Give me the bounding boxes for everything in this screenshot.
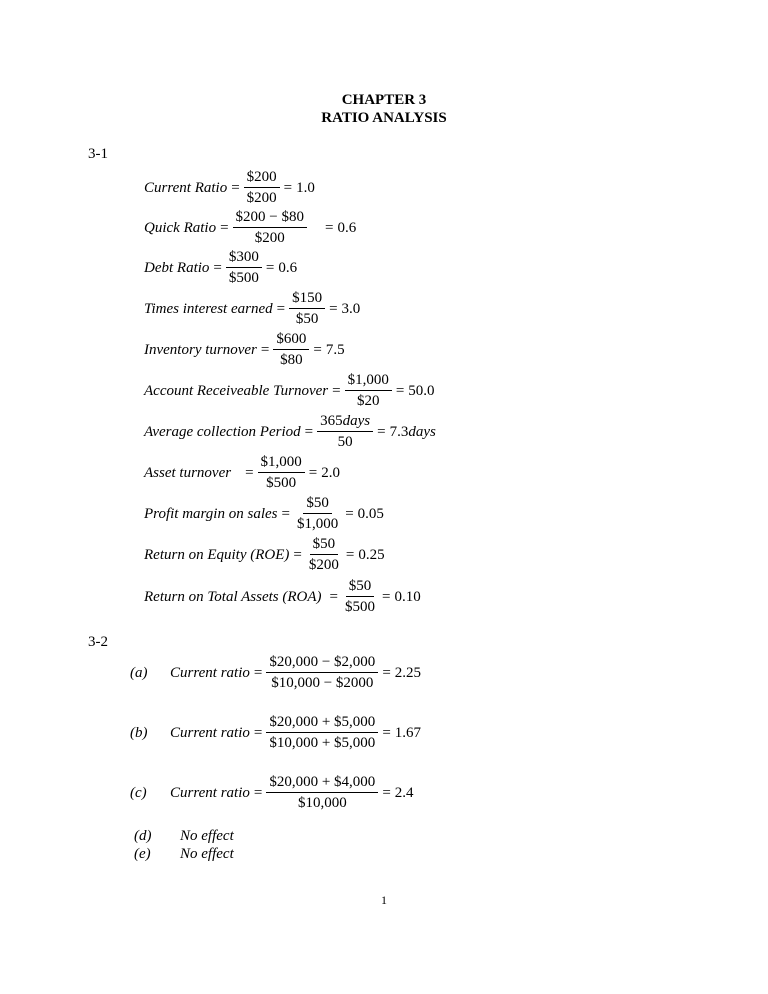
- equation-label: Asset turnover: [144, 464, 232, 481]
- numerator: $200: [244, 169, 280, 188]
- fraction: [317, 413, 373, 451]
- fraction: [266, 774, 378, 812]
- denominator: $200: [308, 557, 339, 573]
- result: 2.0: [321, 464, 341, 481]
- equation-label: Current ratio: [170, 664, 250, 681]
- part-letter: (e): [134, 846, 151, 862]
- denominator: $200: [246, 190, 277, 206]
- fraction: [294, 495, 341, 533]
- equation-part-a: (a) Current ratio = $\frac{\$20,000 - \$2,000}{\$10,000 - \$2000}$ = 2.25: [130, 654, 422, 691]
- denominator: 50: [337, 434, 353, 450]
- equation-profit-margin: Profit margin on sales = $\frac{\$50}{\$1,000}$ = 0.05: [144, 495, 384, 532]
- numerator: $150: [289, 290, 325, 309]
- numerator: $1,000: [258, 454, 305, 473]
- denominator: $80: [280, 352, 303, 368]
- equation-average-collection-period: Average collection Period = $\frac{\text{365days}}{50}$ = 7.3days: [144, 413, 436, 450]
- denominator: $1,000: [296, 516, 339, 532]
- page-number: 1: [381, 893, 387, 907]
- numerator: $20,000 + $5,000: [266, 714, 378, 733]
- equation-label: Debt Ratio: [144, 259, 210, 276]
- fraction: [273, 331, 309, 369]
- fraction: [266, 654, 378, 692]
- equation-label: Times interest earned: [144, 300, 273, 317]
- equation-part-b: (b) Current ratio = $\frac{\$20,000 + \$5,000}{\$10,000 + \$5,000}$ = 1.67: [130, 714, 422, 751]
- part-text: No effect: [180, 846, 234, 862]
- denominator: $500: [228, 270, 259, 286]
- part-e: [134, 846, 234, 863]
- result: 2.4: [394, 784, 414, 801]
- denominator: $500: [266, 475, 297, 491]
- equation-label: Return on Total Assets (ROA): [144, 588, 322, 605]
- fraction: [289, 290, 325, 328]
- equation-label: Average collection Period: [144, 423, 301, 440]
- part-letter: (a): [130, 664, 148, 681]
- result: 0.6: [337, 219, 357, 236]
- equation-times-interest-earned: Times interest earned = $\frac{\$150}{\$50}$ = 3.0: [144, 290, 361, 327]
- equation-asset-turnover: Asset turnover = $\frac{\$1,000}{\$500}$ = 2.0: [144, 454, 341, 491]
- chapter-title: RATIO ANALYSIS: [321, 110, 447, 126]
- denominator: $50: [295, 311, 319, 327]
- numerator-value: 365: [320, 413, 343, 429]
- fraction: [345, 372, 392, 410]
- chapter-heading: CHAPTER 3: [341, 92, 427, 108]
- numerator: $20,000 − $2,000: [266, 654, 378, 673]
- denominator: $10,000 + $5,000: [269, 735, 376, 751]
- result: 50.0: [408, 382, 435, 399]
- numerator: $200 − $80: [233, 209, 307, 228]
- fraction: [306, 536, 342, 574]
- equation-return-on-equity: Return on Equity (ROE) = $\frac{\$50}{\$200}$ = 0.25: [144, 536, 385, 573]
- numerator: $300: [226, 249, 262, 268]
- equation-label: Profit margin on sales: [144, 505, 278, 522]
- result: 0.25: [358, 546, 385, 563]
- part-d: [134, 828, 234, 845]
- numerator: $50: [310, 536, 339, 555]
- numerator: $1,000: [345, 372, 392, 391]
- equation-inventory-turnover: Inventory turnover = $\frac{\$600}{\$80}$ = 7.5: [144, 331, 345, 368]
- fraction: [342, 578, 378, 616]
- numerator: $20,000 + $4,000: [266, 774, 378, 793]
- denominator: $20: [356, 393, 380, 409]
- equation-debt-ratio: Debt Ratio = $\frac{\$300}{\$500}$ = 0.6: [144, 249, 298, 286]
- part-letter: (b): [130, 724, 148, 741]
- equation-label: Quick Ratio: [144, 219, 217, 236]
- part-letter: (c): [130, 784, 147, 801]
- denominator: $10,000 − $2000: [271, 675, 374, 691]
- result: 0.05: [357, 505, 384, 522]
- result: 1.0: [296, 179, 315, 196]
- equation-quick-ratio: Quick Ratio = $\frac{\$200 - \$80}{\$200}$ = 0.6: [144, 209, 357, 246]
- numerator-unit: days: [342, 413, 371, 429]
- result-unit: days: [408, 423, 436, 440]
- result: 2.25: [394, 664, 422, 681]
- numerator: $600: [273, 331, 309, 350]
- denominator: $200: [254, 230, 285, 246]
- numerator: $50: [346, 578, 375, 597]
- equation-label: Current ratio: [170, 724, 250, 741]
- result: 1.67: [394, 724, 422, 741]
- section-label-3-2: 3-2: [88, 634, 108, 650]
- numerator: [317, 413, 373, 432]
- result: 0.6: [278, 259, 298, 276]
- equation-part-c: (c) Current ratio = $\frac{\$20,000 + \$4,000}{\$10,000}$ = 2.4: [130, 774, 414, 811]
- equation-return-on-total-assets: Return on Total Assets (ROA) = $\frac{\$50}{\$500}$ = 0.10: [144, 578, 421, 615]
- result: 7.5: [325, 341, 345, 358]
- equation-account-receivable-turnover: Account Receiveable Turnover = $\frac{\$1,000}{\$20}$ = 50.0: [144, 372, 435, 409]
- equation-label: Current ratio: [170, 784, 250, 801]
- equation-current-ratio: Current Ratio = $\frac{\$200}{\$200}$ = 1.0: [144, 169, 315, 206]
- equation-label: Account Receiveable Turnover: [144, 382, 329, 399]
- result-value: 7.3: [389, 423, 409, 440]
- fraction: [266, 714, 378, 752]
- denominator: $10,000: [297, 795, 347, 811]
- section-label-3-1: 3-1: [88, 146, 108, 162]
- numerator: $50: [303, 495, 332, 514]
- fraction: [244, 169, 280, 207]
- equation-label: Inventory turnover: [144, 341, 257, 358]
- result: 0.10: [394, 588, 421, 605]
- result: 3.0: [341, 300, 361, 317]
- fraction: [258, 454, 305, 492]
- result: [390, 424, 436, 441]
- equation-label: Current Ratio: [144, 179, 228, 196]
- fraction: [226, 249, 262, 287]
- denominator: $500: [344, 599, 375, 615]
- part-text: No effect: [180, 828, 234, 844]
- part-letter: (d): [134, 828, 152, 844]
- fraction: [233, 209, 307, 247]
- equation-label: Return on Equity (ROE): [144, 546, 290, 563]
